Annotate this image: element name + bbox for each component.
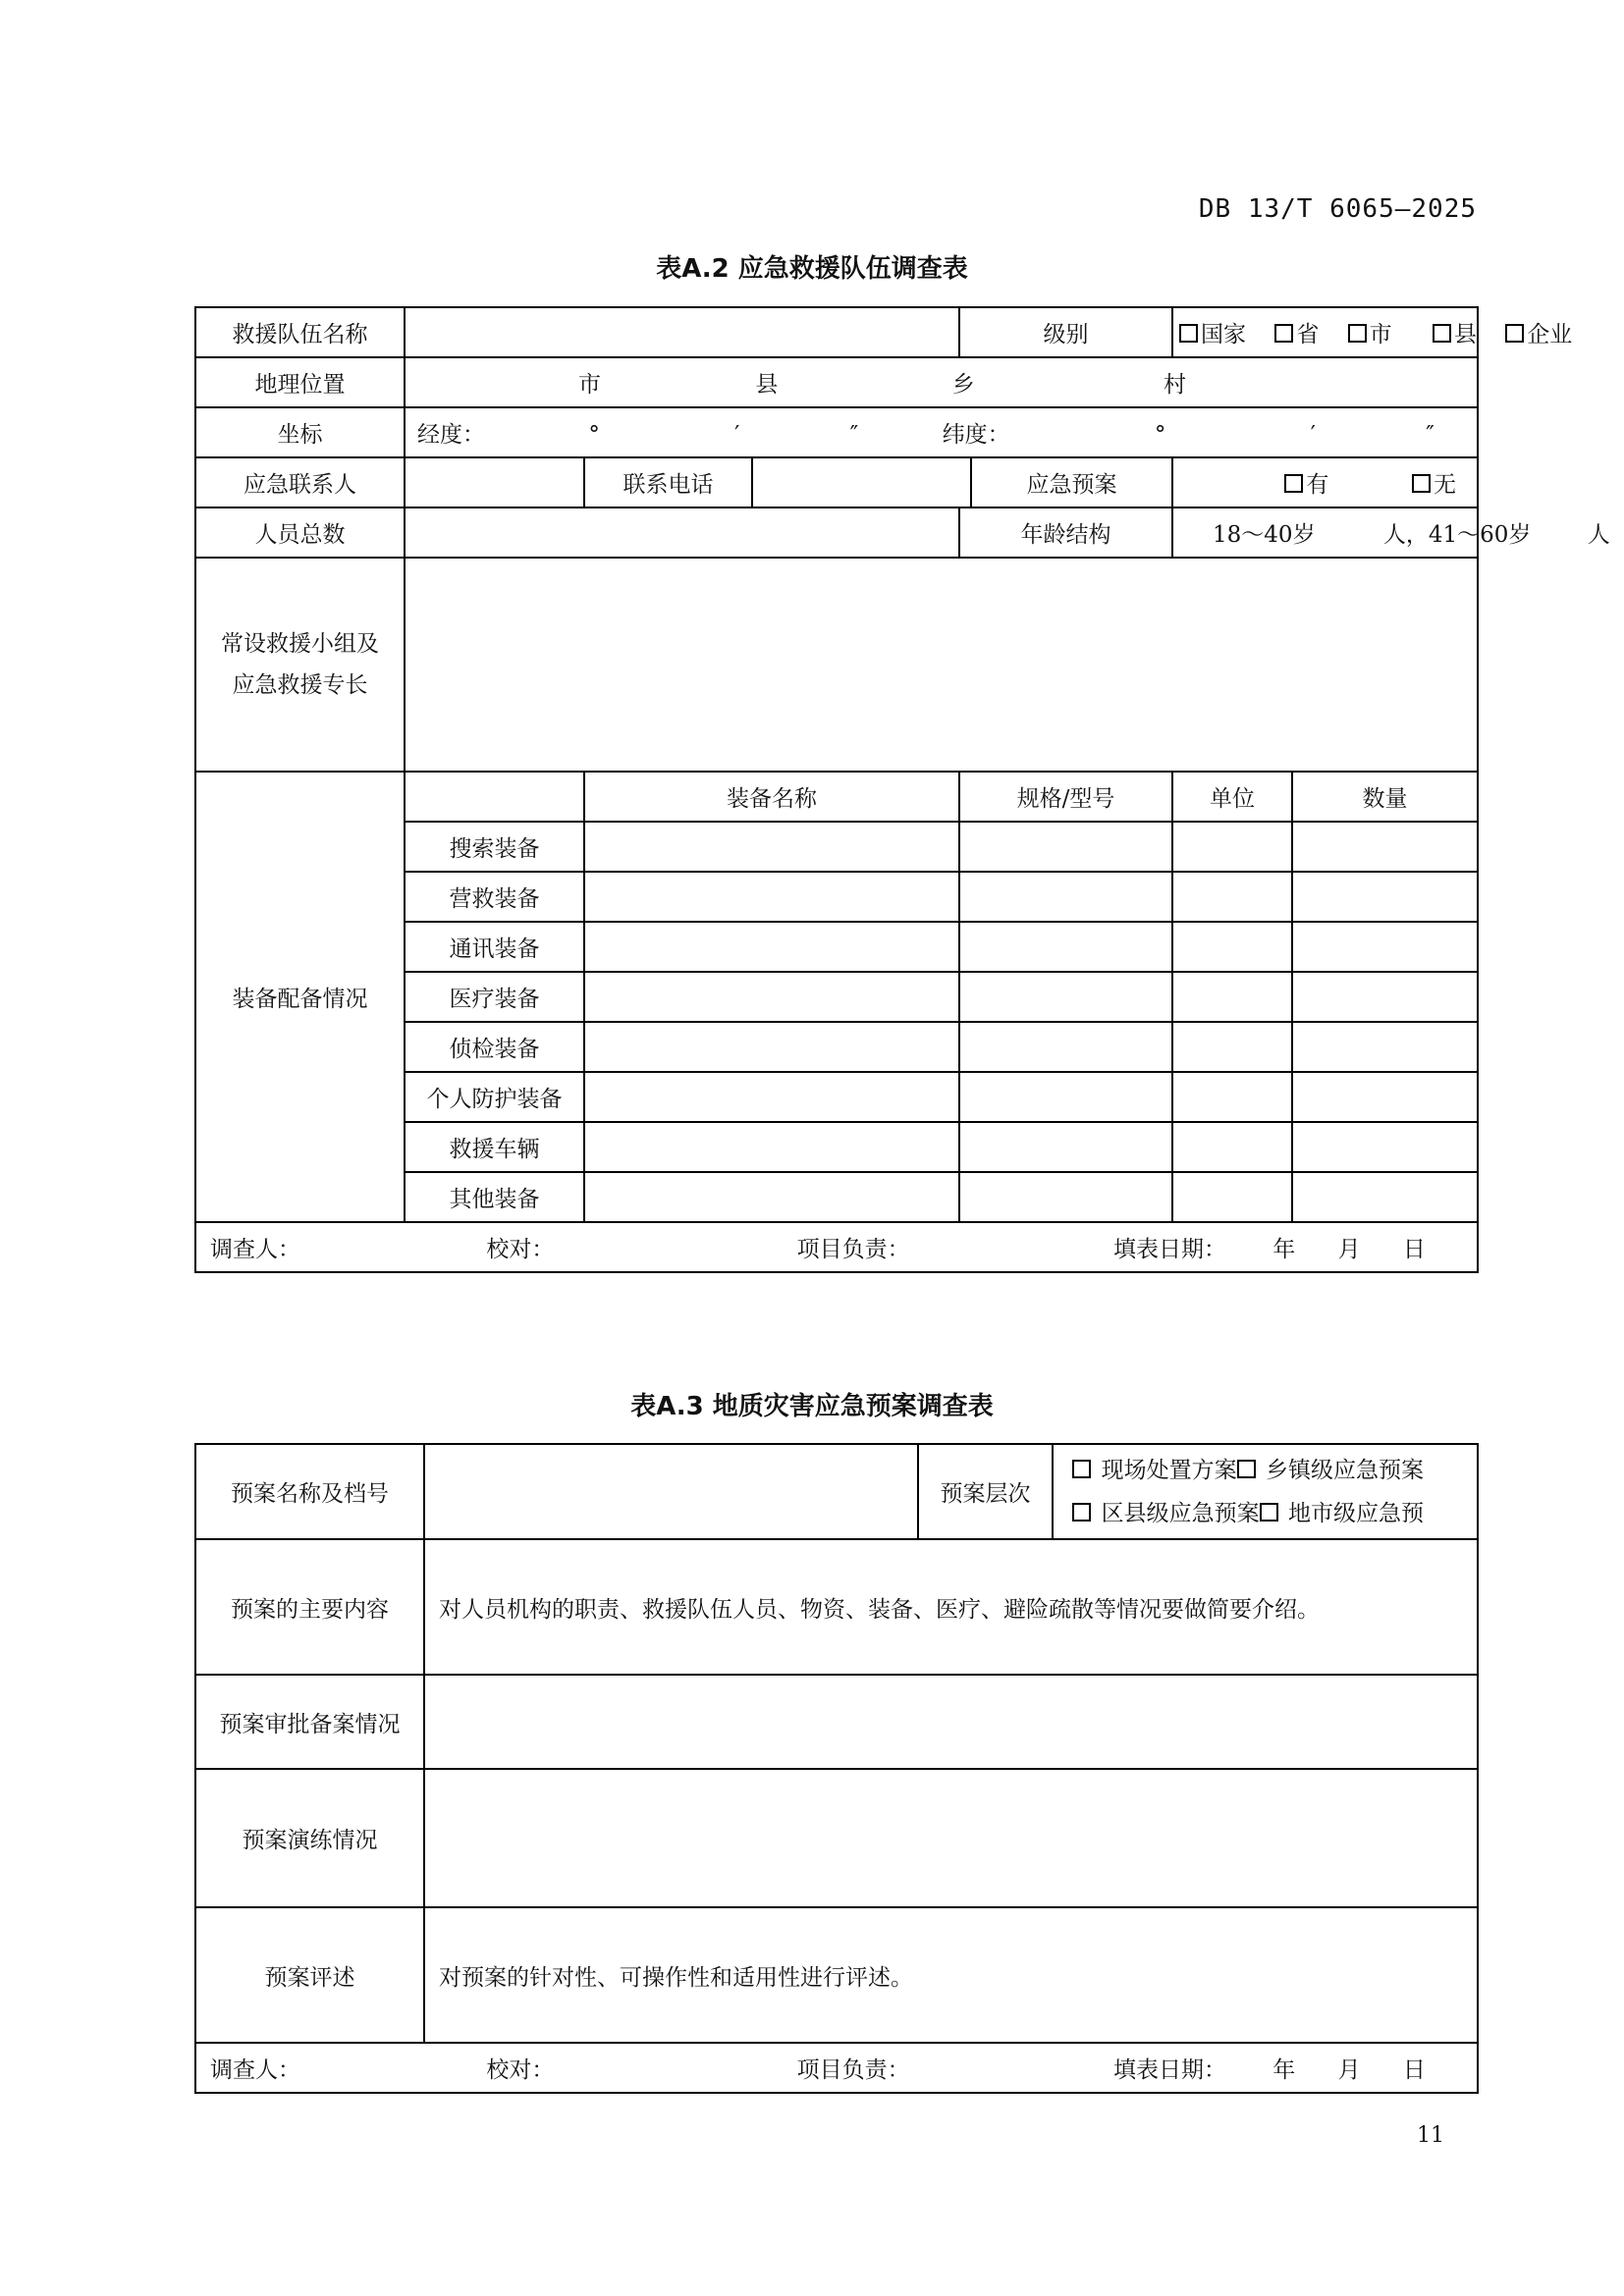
checkbox-icon <box>1260 1503 1278 1522</box>
equip-unit-cell[interactable] <box>1172 1122 1292 1172</box>
equip-name-cell[interactable] <box>584 1072 959 1122</box>
equip-name-cell[interactable] <box>584 872 959 922</box>
equip-row-label: 营救装备 <box>405 872 584 922</box>
plan-name-field[interactable] <box>424 1444 918 1539</box>
equip-unit-cell[interactable] <box>1172 1172 1292 1222</box>
approval-label: 预案审批备案情况 <box>195 1675 424 1769</box>
plan-level-label: 预案层次 <box>918 1444 1053 1539</box>
equip-name-cell[interactable] <box>584 972 959 1022</box>
checkbox-icon <box>1433 324 1451 343</box>
checkbox-icon <box>1284 474 1303 493</box>
standard-number: DB 13/T 6065—2025 <box>1198 194 1477 224</box>
drill-label: 预案演练情况 <box>195 1769 424 1907</box>
table-a3-title: 表A.3 地质灾害应急预案调查表 <box>630 1392 994 1421</box>
equip-row-label: 侦检装备 <box>405 1022 584 1072</box>
equip-unit-cell[interactable] <box>1172 922 1292 972</box>
content-label: 预案的主要内容 <box>195 1539 424 1675</box>
equip-header-qty: 数量 <box>1292 772 1478 822</box>
rescue-team-survey-table <box>194 306 1610 1273</box>
plan-label: 应急预案 <box>1026 472 1117 498</box>
groups-label: 常设救援小组及 应急救援专长 <box>195 558 405 772</box>
equip-header-spec: 规格/型号 <box>959 772 1172 822</box>
equip-spec-cell[interactable] <box>959 1122 1172 1172</box>
review-label: 预案评述 <box>195 1907 424 2043</box>
equip-name-cell[interactable] <box>584 822 959 872</box>
content-field[interactable]: 对人员机构的职责、救援队伍人员、物资、装备、医疗、避险疏散等情况要做简要介绍。 <box>424 1539 1478 1675</box>
location-label: 地理位置 <box>195 357 405 407</box>
equip-qty-cell[interactable] <box>1292 1022 1478 1072</box>
equip-spec-cell[interactable] <box>959 1022 1172 1072</box>
level-option-enterprise[interactable]: 企业 <box>1505 322 1572 347</box>
level-option-county[interactable]: 县 <box>1433 322 1477 347</box>
equip-qty-cell[interactable] <box>1292 822 1478 872</box>
table-a2-title: 表A.2 应急救援队伍调查表 <box>656 254 968 284</box>
footer-fill-date: 填表日期： <box>1112 2057 1226 2083</box>
level-option-national[interactable]: 国家 <box>1179 322 1246 347</box>
equip-spec-cell[interactable] <box>959 872 1172 922</box>
approval-field[interactable] <box>424 1675 1478 1769</box>
drill-field[interactable] <box>424 1769 1478 1907</box>
footer-project-lead: 项目负责： <box>796 1237 910 1262</box>
plan-options <box>1172 457 1478 507</box>
equip-unit-cell[interactable] <box>1172 1022 1292 1072</box>
coord-label: 坐标 <box>195 407 405 457</box>
plan-level-township[interactable]: 乡镇级应急预案 <box>1237 1458 1424 1483</box>
checkbox-icon <box>1274 324 1293 343</box>
checkbox-icon <box>1072 1460 1091 1478</box>
equip-qty-cell[interactable] <box>1292 1172 1478 1222</box>
equip-qty-cell[interactable] <box>1292 1072 1478 1122</box>
phone-field[interactable] <box>753 458 972 507</box>
phone-plan-split <box>752 457 1172 507</box>
level-option-city[interactable]: 市 <box>1348 322 1392 347</box>
equip-unit-cell[interactable] <box>1172 822 1292 872</box>
checkbox-icon <box>1505 324 1524 343</box>
team-name-field[interactable] <box>405 307 959 357</box>
checkbox-icon <box>1412 474 1431 493</box>
team-name-label: 救援队伍名称 <box>195 307 405 357</box>
level-label: 级别 <box>959 307 1172 357</box>
footer-project-lead: 项目负责： <box>796 2057 910 2083</box>
coord-field[interactable]: 经度： ° ′ ″ 纬度： ° ′ ″ <box>405 407 1478 457</box>
groups-field[interactable] <box>405 558 1478 772</box>
table-a3-footer: 调查人： 校对： 项目负责： 填表日期： 年 月 日 <box>195 2043 1478 2093</box>
equip-name-cell[interactable] <box>584 1022 959 1072</box>
phone-label: 联系电话 <box>584 457 752 507</box>
footer-investigator: 调查人： <box>210 1237 300 1262</box>
equip-unit-cell[interactable] <box>1172 872 1292 922</box>
equip-unit-cell[interactable] <box>1172 1072 1292 1122</box>
equip-unit-cell[interactable] <box>1172 972 1292 1022</box>
footer-investigator: 调查人： <box>210 2057 300 2083</box>
plan-option-no[interactable]: 无 <box>1412 472 1456 498</box>
equip-qty-cell[interactable] <box>1292 972 1478 1022</box>
equip-qty-cell[interactable] <box>1292 922 1478 972</box>
checkbox-icon <box>1237 1460 1256 1478</box>
plan-level-options <box>1053 1444 1478 1539</box>
footer-proofreader: 校对： <box>486 2057 555 2083</box>
table-a2-footer: 调查人： 校对： 项目负责： 填表日期： 年 月 日 <box>195 1222 1478 1272</box>
equip-header-unit: 单位 <box>1172 772 1292 822</box>
equip-qty-cell[interactable] <box>1292 872 1478 922</box>
contact-field[interactable] <box>405 457 584 507</box>
plan-level-onsite[interactable]: 现场处置方案 <box>1072 1458 1236 1483</box>
equip-row-label: 通讯装备 <box>405 922 584 972</box>
contact-label: 应急联系人 <box>195 457 405 507</box>
checkbox-icon <box>1179 324 1198 343</box>
plan-level-county[interactable]: 区县级应急预案 <box>1072 1501 1259 1526</box>
age-field[interactable]: 18～40岁 人，41～60岁 人 <box>1172 507 1478 558</box>
equip-name-cell[interactable] <box>584 922 959 972</box>
location-field[interactable]: 市 县 乡 村 <box>405 357 1478 407</box>
equip-row-label: 个人防护装备 <box>405 1072 584 1122</box>
equip-header-name: 装备名称 <box>584 772 959 822</box>
equip-spec-cell[interactable] <box>959 922 1172 972</box>
plan-level-city[interactable]: 地市级应急预 <box>1260 1501 1424 1526</box>
equip-row-label: 救援车辆 <box>405 1122 584 1172</box>
level-options <box>1172 307 1573 357</box>
equip-row-label: 其他装备 <box>405 1172 584 1222</box>
equip-qty-cell[interactable] <box>1292 1122 1478 1172</box>
age-label: 年龄结构 <box>959 507 1172 558</box>
equip-spec-cell[interactable] <box>959 1172 1172 1222</box>
equip-name-cell[interactable] <box>584 1172 959 1222</box>
review-field[interactable]: 对预案的针对性、可操作性和适用性进行评述。 <box>424 1907 1478 2043</box>
equip-row-label: 搜索装备 <box>405 822 584 872</box>
equip-name-cell[interactable] <box>584 1122 959 1172</box>
plan-name-label: 预案名称及档号 <box>195 1444 424 1539</box>
equip-spec-cell[interactable] <box>959 1072 1172 1122</box>
equip-spec-cell[interactable] <box>959 822 1172 872</box>
total-field[interactable] <box>405 507 959 558</box>
checkbox-icon <box>1348 324 1367 343</box>
level-option-province[interactable]: 省 <box>1274 322 1319 347</box>
checkbox-icon <box>1072 1503 1091 1522</box>
equip-section-label: 装备配备情况 <box>195 772 405 1222</box>
plan-survey-table <box>194 1443 1479 2094</box>
page-number: 11 <box>1417 2123 1444 2148</box>
footer-proofreader: 校对： <box>486 1237 555 1262</box>
equip-header-blank <box>405 772 584 822</box>
plan-option-yes[interactable]: 有 <box>1284 472 1328 498</box>
equip-row-label: 医疗装备 <box>405 972 584 1022</box>
equip-spec-cell[interactable] <box>959 972 1172 1022</box>
footer-fill-date: 填表日期： <box>1112 1237 1226 1262</box>
total-label: 人员总数 <box>195 507 405 558</box>
